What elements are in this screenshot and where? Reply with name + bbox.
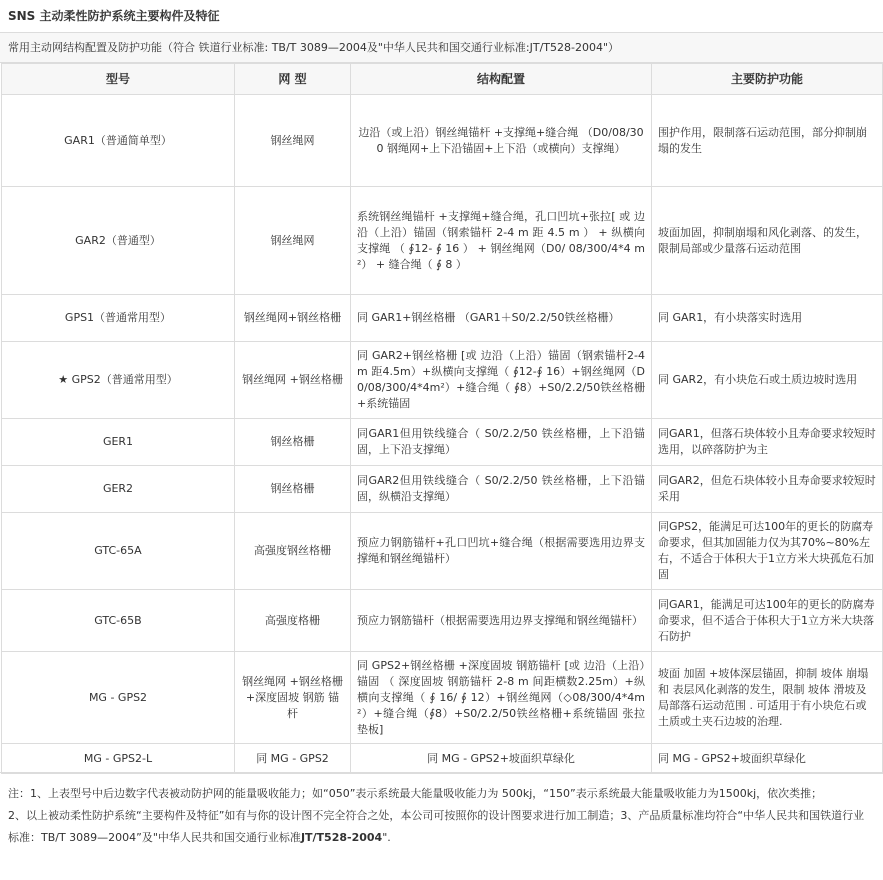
- table-row: [2, 652, 883, 744]
- cell-net: 钢丝绳网: [235, 95, 351, 187]
- cell-model: GER1: [2, 419, 235, 466]
- cell-config: 同 GPS2+钢丝格栅 +深度固坡 钢筋锚杆 [或 边沿（上沿）锚固 （ 深度固坡 钢筋锚杆 2-8 m 间距横数2.25m）+纵横向支撑绳（ ∮ 16/ ∮ 12）+钢丝绳网（◇08/300/4*4m²）+缝合绳（∮8）+S0/2.2/50铁丝格栅+系统锚固 张拉垫板]: [351, 652, 652, 744]
- table-row: [2, 187, 883, 295]
- cell-model: GAR2（普通型）: [2, 187, 235, 295]
- table-row: [2, 342, 883, 419]
- table-row: [2, 590, 883, 652]
- cell-function: 同 MG - GPS2+坡面织草绿化: [652, 744, 883, 774]
- cell-net: 钢丝绳网+钢丝格栅: [235, 295, 351, 342]
- cell-function: 同GAR1，但落石块体较小且寿命要求较短时选用，以碎落防护为主: [652, 419, 883, 466]
- header-net: 网 型: [235, 64, 351, 95]
- cell-config: 预应力钢筋锚杆+孔口凹坑+缝合绳（根据需要选用边界支撑绳和钢丝绳锚杆）: [351, 513, 652, 590]
- table-row: [2, 513, 883, 590]
- footnote-2-text: 2、以上被动柔性防护系统“主要构件及特征”如有与你的设计图不完全符合之处，本公司可按照你的设计图要求进行加工制造；3、产品质量标准均符合“中华人民共和国铁道行业标准：TB/T 3089—2004”及"中华人民共和国交通行业标准: [8, 809, 865, 844]
- cell-net: 钢丝绳网 +钢丝格栅: [235, 342, 351, 419]
- cell-config: 同 GAR2+钢丝格栅 [或 边沿（上沿）锚固（钢索锚杆2-4 m 距4.5m）+纵横向支撑绳（ ∮12-∮ 16）+钢丝绳网（D0/08/300/4*4m²）+缝合绳（ ∮8）+S0/2.2/50铁丝格栅+系统锚固: [351, 342, 652, 419]
- cell-model: MG - GPS2: [2, 652, 235, 744]
- cell-net: 钢丝绳网: [235, 187, 351, 295]
- cell-config: 同GAR1但用铁线缝合（ S0/2.2/50 铁丝格栅，上下沿锚固，上下沿支撑绳）: [351, 419, 652, 466]
- cell-model: GTC-65A: [2, 513, 235, 590]
- cell-config: 系统钢丝绳锚杆 +支撑绳+缝合绳，孔口凹坑+张拉[ 或 边沿（上沿）锚固（钢索锚杆 2-4 m 距 4.5 m ） + 纵横向支撑绳 （ ∮12- ∮ 16 ） + 钢丝绳网（D0/ 08/300/4*4 m²） + 缝合绳（ ∮ 8 ）: [351, 187, 652, 295]
- cell-function: 同GAR1，能满足可达100年的更长的防腐寿命要求，但不适合于体积大于1立方米大块落石防护: [652, 590, 883, 652]
- header-row: [2, 64, 883, 95]
- header-config: 结构配置: [351, 64, 652, 95]
- table-row: [2, 466, 883, 513]
- cell-net: 钢丝绳网 +钢丝格栅+深度固坡 钢筋 锚杆: [235, 652, 351, 744]
- cell-config: 边沿（或上沿）钢丝绳锚杆 +支撑绳+缝合绳 （D0/08/300 钢绳网+上下沿锚固+上下沿（或横向）支撑绳）: [351, 95, 652, 187]
- table-row: [2, 419, 883, 466]
- cell-config: 同 GAR1+钢丝格栅 （GAR1＋S0/2.2/50铁丝格栅）: [351, 295, 652, 342]
- table-row: [2, 744, 883, 774]
- cell-function: 坡面加固，抑制崩塌和风化剥落、的发生，限制局部或少量落石运动范围: [652, 187, 883, 295]
- cell-net: 同 MG - GPS2: [235, 744, 351, 774]
- cell-model: GAR1（普通简单型）: [2, 95, 235, 187]
- footnote-2-standard: JT/T528-2004: [300, 831, 383, 844]
- footnotes: [0, 772, 883, 880]
- footnote-2: [8, 805, 875, 849]
- footnote-1: 注：1、上表型号中后边数字代表被动防护网的能量吸收能力；如“050”表示系统最大能量吸收能力为 500kj，“150”表示系统最大能量吸收能力为1500kj，依次类推；: [8, 787, 823, 800]
- table-subtitle: 常用主动网结构配置及防护功能（符合 铁道行业标准: TB/T 3089—2004及"中华人民共和国交通行业标准:JT/T528-2004"）: [0, 33, 883, 63]
- cell-function: 坡面 加固 +坡体深层锚固，抑制 坡体 崩塌和 表层风化剥落的发生，限制 坡体 滑坡及局部落石运动范围 . 可适用于有小块危石或土质或土夹石边坡的治理.: [652, 652, 883, 744]
- cell-model: GPS1（普通常用型）: [2, 295, 235, 342]
- spec-table: [1, 63, 883, 774]
- header-function: 主要防护功能: [652, 64, 883, 95]
- table-row: [2, 95, 883, 187]
- cell-model: GER2: [2, 466, 235, 513]
- cell-config: 同 MG - GPS2+坡面织草绿化: [351, 744, 652, 774]
- cell-net: 高强度格栅: [235, 590, 351, 652]
- footnote-2-end: ".: [382, 831, 391, 844]
- table-row: [2, 295, 883, 342]
- cell-model: ★ GPS2（普通常用型）: [2, 342, 235, 419]
- cell-config: 同GAR2但用铁线缝合（ S0/2.2/50 铁丝格栅，上下沿锚固，纵横沿支撑绳）: [351, 466, 652, 513]
- cell-function: 同GAR2，但危石块体较小且寿命要求较短时采用: [652, 466, 883, 513]
- cell-model: MG - GPS2-L: [2, 744, 235, 774]
- cell-function: 同 GAR2，有小块危石或土质边坡时选用: [652, 342, 883, 419]
- cell-function: 同GPS2，能满足可达100年的更长的防腐寿命要求，但其加固能力仅为其70%~80%左右，不适合于体积大于1立方米大块孤危石加固: [652, 513, 883, 590]
- cell-net: 高强度钢丝格栅: [235, 513, 351, 590]
- page-title: SNS 主动柔性防护系统主要构件及特征: [0, 0, 883, 33]
- header-model: 型号: [2, 64, 235, 95]
- cell-model: GTC-65B: [2, 590, 235, 652]
- cell-config: 预应力钢筋锚杆（根据需要选用边界支撑绳和钢丝绳锚杆）: [351, 590, 652, 652]
- cell-function: 围护作用，限制落石运动范围，部分抑制崩塌的发生: [652, 95, 883, 187]
- cell-net: 钢丝格栅: [235, 419, 351, 466]
- cell-function: 同 GAR1，有小块落实时选用: [652, 295, 883, 342]
- cell-net: 钢丝格栅: [235, 466, 351, 513]
